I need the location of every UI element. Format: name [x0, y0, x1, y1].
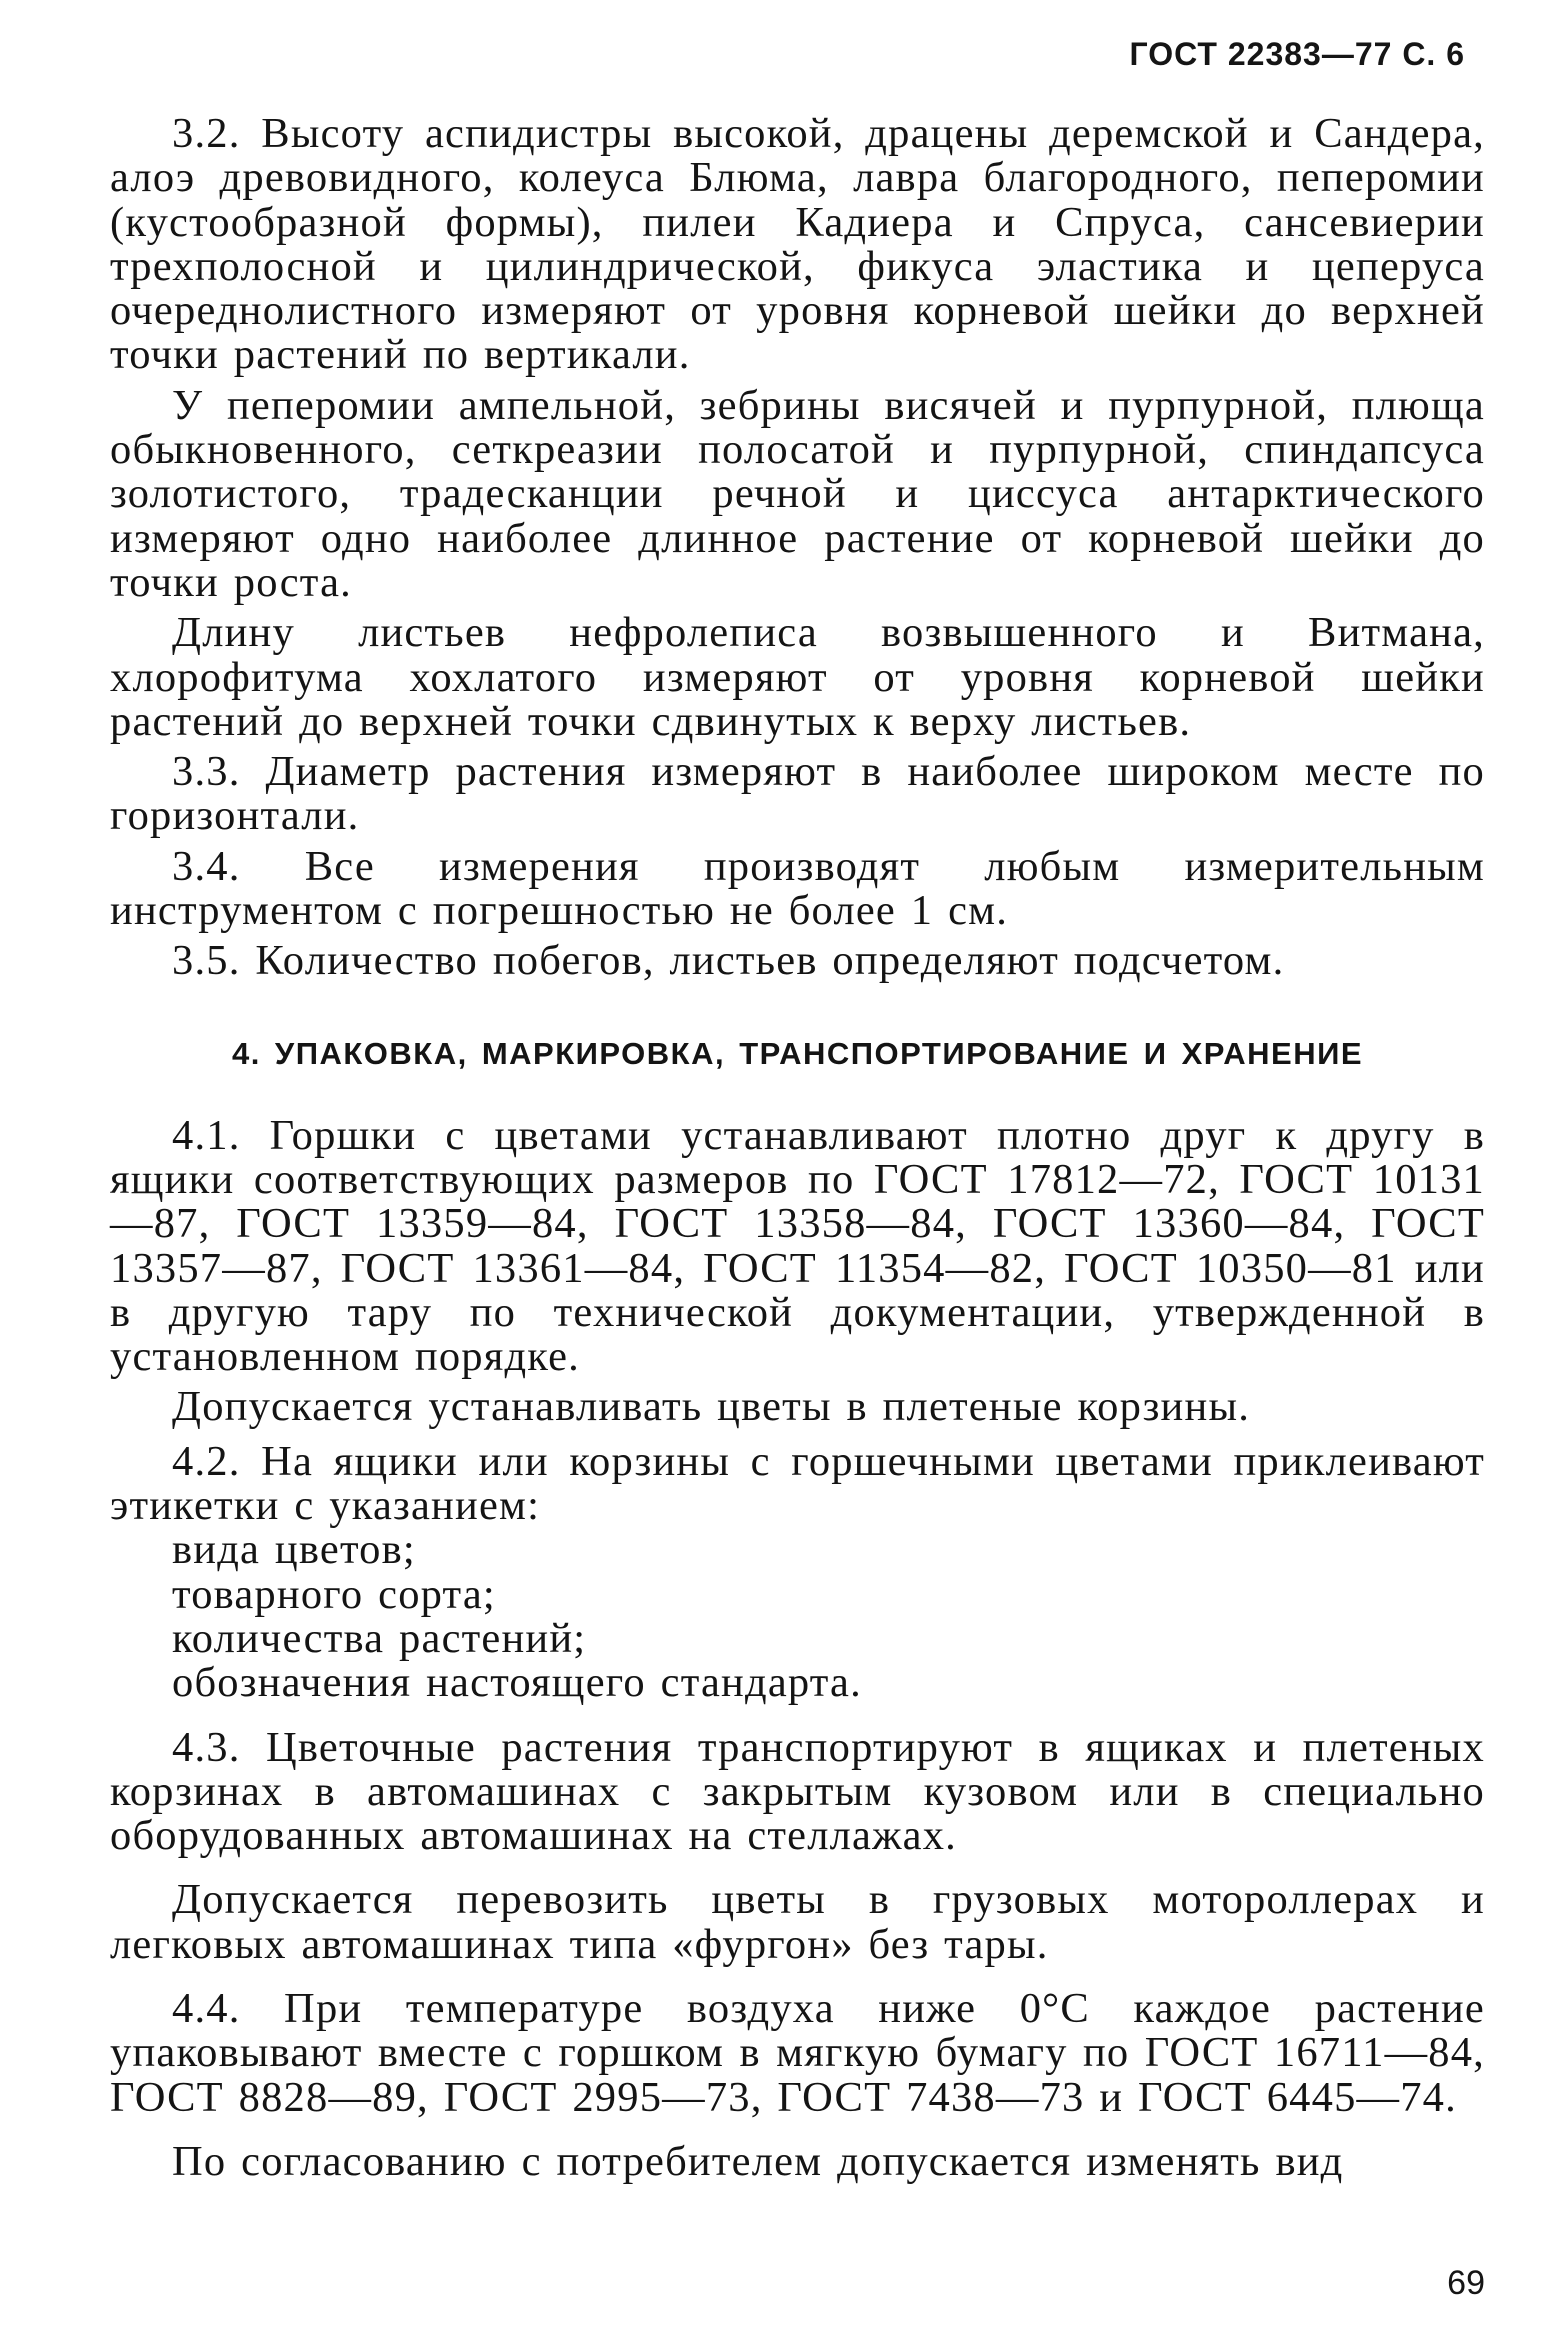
clause-4-1-baskets: Допускается устанавливать цветы в плетеные корзины.: [172, 1383, 1251, 1431]
clause-4-2: 4.2. На ящики или корзины с горшечными цветами приклеивают этикетки с указанием:: [110, 1437, 1485, 1530]
clause-3-4: 3.4. Все измерения производят любым измерительным инструментом с погрешностью не более 1 см.: [110, 842, 1485, 935]
clause-3-2: 3.2. Высоту аспидистры высокой, драцены деремской и Сандера, алоэ древовидного, колеуса Блюма, лавра благородного, пеперомии (кустообразной формы), пилеи Кадиера и Спруса, сансевиерии трехполосной и цилиндрической, фикуса эластика и цеперуса очереднолистного измеряют от уровня корневой шейки до верхней точки растений по вертикали.: [110, 110, 1485, 379]
page-header: [1129, 36, 1465, 73]
label-item: количества растений;: [172, 1614, 587, 1662]
clause-3-3: 3.3. Диаметр растения измеряют в наиболее широком месте по горизонтали.: [110, 748, 1485, 840]
page-label: С. 6: [1402, 36, 1465, 72]
clause-3-2-leaves: Длину листьев нефролеписа возвышенного и Витмана, хлорофитума хохлатого измеряют от уровня корневой шейки растений до верхней точки сдвинутых к верху листьев.: [110, 609, 1485, 745]
clause-4-4: 4.4. При температуре воздуха ниже 0°С каждое растение упаковывают вместе с горшком в мягкую бумагу по ГОСТ 16711—84, ГОСТ 8828—89, ГОСТ 2995—73, ГОСТ 7438—73 и ГОСТ 6445—74.: [110, 1984, 1485, 2121]
clause-3-2-ampel: У пеперомии ампельной, зебрины висячей и пурпурной, плюща обыкновенного, сеткреазии полосатой и пурпурной, спиндапсуса золотистого, традесканции речной и циссуса антарктического измеряют одно наиболее длинное растение от корневой шейки до точки роста.: [110, 381, 1485, 606]
document-body: [110, 112, 1485, 2184]
standard-designation: ГОСТ 22383—77: [1129, 36, 1393, 72]
page-number: 69: [1447, 2264, 1485, 2302]
clause-4-4-agreement: По согласованию с потребителем допускается изменять вид: [172, 2137, 1344, 2185]
clause-3-5: 3.5. Количество побегов, листьев определяют подсчетом.: [172, 937, 1285, 985]
section-4-title: 4. УПАКОВКА, МАРКИРОВКА, ТРАНСПОРТИРОВАНИЕ И ХРАНЕНИЕ: [231, 1035, 1364, 1071]
clause-4-3: 4.3. Цветочные растения транспортируют в ящиках и плетеных корзинах в автомашинах с закрытым кузовом или в специально оборудованных автомашинах на стеллажах.: [110, 1723, 1485, 1860]
clause-4-3-vans: Допускается перевозить цветы в грузовых мотороллерах и легковых автомашинах типа «фургон» без тары.: [110, 1876, 1485, 1968]
label-item: вида цветов;: [172, 1526, 416, 1574]
clause-4-1: 4.1. Горшки с цветами устанавливают плотно друг к другу в ящики соответствующих размеров по ГОСТ 17812—72, ГОСТ 10131—87, ГОСТ 13359—84, ГОСТ 13358—84, ГОСТ 13360—84, ГОСТ 13357—87, ГОСТ 13361—84, ГОСТ 11354—82, ГОСТ 10350—81 или в другую тару по технической документации, утвержденной в установленном порядке.: [110, 1111, 1485, 1381]
label-item: товарного сорта;: [172, 1570, 496, 1618]
label-item: обозначения настоящего стандарта.: [172, 1659, 862, 1707]
